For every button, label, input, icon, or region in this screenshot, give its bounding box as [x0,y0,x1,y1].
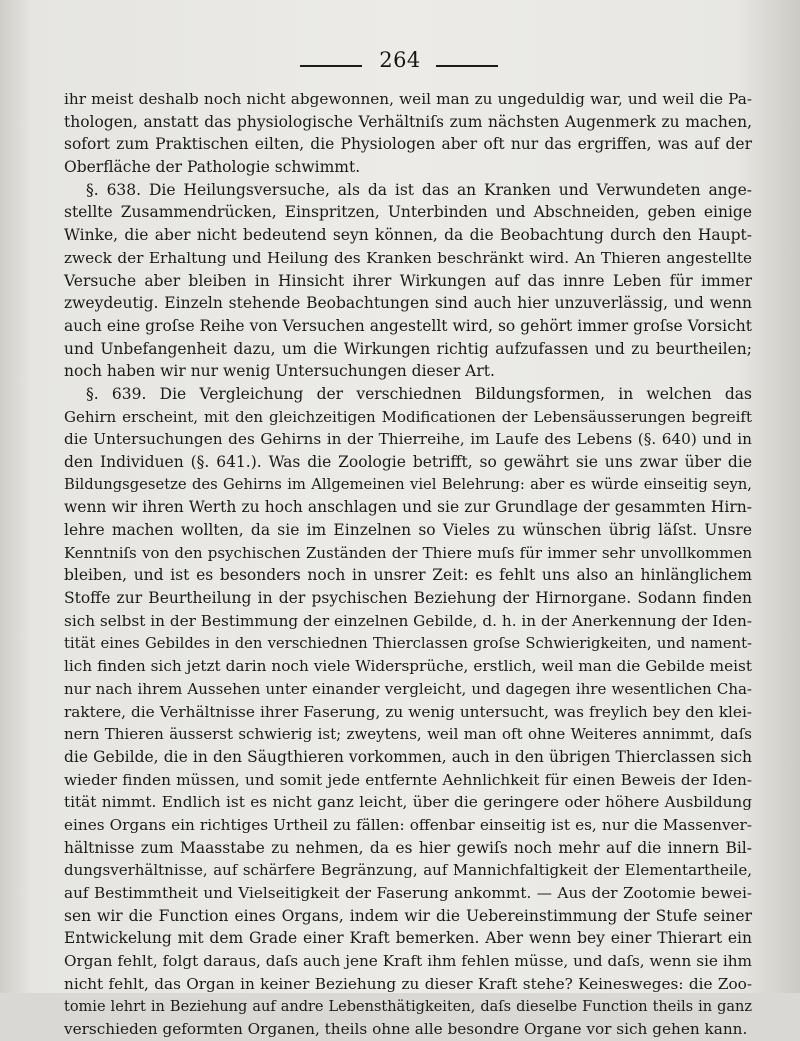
text-line: sofort zum Praktischen eilten, die Physiologen aber oft nur das ergriffen, was auf der [64,135,752,154]
text-line: thologen, anstatt das physiologische Verhältniſs zum nächsten Augenmerk zu machen, [64,112,752,131]
text-line: auch eine groſse Reihe von Versuchen angestellt wird, so gehört immer groſse Vorsicht [64,316,752,335]
text-line: hältnisse zum Maasstabe zu nehmen, da es hier gewiſs noch mehr auf die innern Bil- [64,838,752,857]
text-line: zweydeutig. Einzeln stehende Beobachtungen sind auch hier unzuverlässig, und wenn [64,294,752,313]
text-line: wieder finden müssen, und somit jede entfernte Aehnlichkeit für einen Beweis der Iden- [64,770,752,789]
text-line: lich finden sich jetzt darin noch viele Widersprüche, erstlich, weil man die Gebilde meist [64,657,752,676]
text-line: Stoffe zur Beurtheilung in der psychischen Beziehung der Hirnorgane. Sodann finden [64,589,752,608]
text-line: noch haben wir nur wenig Untersuchungen dieser Art. [64,362,495,381]
text-line: auf Bestimmtheit und Vielseitigkeit der Faserung ankommt. — Aus der Zootomie bewei- [64,884,752,903]
text-line: sich selbst in der Bestimmung der einzelnen Gebilde, d. h. in der Anerkennung der Iden- [64,611,752,630]
header-rule-left [300,65,362,67]
text-line: verschieden geformten Organen, theils ohne alle besondre Organe vor sich gehen kann. [64,1020,748,1039]
text-line: tität nimmt. Endlich ist es nicht ganz leicht, über die geringere oder höhere Ausbildung [64,793,752,812]
text-line: §. 638. Die Heilungsversuche, als da ist das an Kranken und Verwundeten ange- [86,180,752,199]
page-header [0,46,800,76]
text-line: Gehirn erscheint, mit den gleichzeitigen Modificationen der Lebensäusserungen begreift [64,407,752,426]
text-line: tomie lehrt in Beziehung auf andre Lebensthätigkeiten, daſs dieselbe Function theils in ganz [64,998,752,1015]
text-line: nern Thieren äusserst schwierig ist; zweytens, weil man oft ohne Weiteres annimmt, daſs [64,725,752,744]
text-line: nur nach ihrem Aussehen unter einander vergleicht, und dagegen ihre wesentlichen Cha- [64,679,752,698]
text-line: und Unbefangenheit dazu, um die Wirkungen richtig aufzufassen und zu beurtheilen; [64,339,752,358]
text-line: stellte Zusammendrücken, Einspritzen, Unterbinden und Abschneiden, geben einige [64,203,752,222]
text-line: Kenntniſs von den psychischen Zuständen der Thiere muſs für immer sehr unvollkommen [64,543,752,562]
text-line: lehre machen wollten, da sie im Einzelnen so Vieles zu wünschen übrig läſst. Unsre [64,521,752,540]
text-line: Bildungsgesetze des Gehirns im Allgemeinen viel Belehrung: aber es würde einseitig seyn, [64,475,752,493]
text-line: bleiben, und ist es besonders noch in unsrer Zeit: es fehlt uns also an hinlänglichem [64,566,752,585]
text-line: raktere, die Verhältnisse ihrer Faserung, zu wenig untersucht, was freylich bey den klei- [64,702,752,721]
text-line: ihr meist deshalb noch nicht abgewonnen, weil man zu ungeduldig war, und weil die Pa- [64,90,752,108]
text-line: Entwickelung mit dem Grade einer Kraft bemerken. Aber wenn bey einer Thierart ein [64,929,752,948]
text-line: die Untersuchungen des Gehirns in der Thierreihe, im Laufe des Lebens (§. 640) und in [64,430,752,449]
text-line: den Individuen (§. 641.). Was die Zoologie betrifft, so gewährt sie uns zwar über die [64,453,752,471]
header-rule-right [436,65,498,67]
text-line: sen wir die Function eines Organs, indem wir die Uebereinstimmung der Stufe seiner [64,906,752,925]
text-line: nicht fehlt, das Organ in keiner Beziehung zu dieser Kraft stehe? Keinesweges: die Zoo- [64,974,752,993]
text-line: eines Organs ein richtiges Urtheil zu fällen: offenbar einseitig ist es, nur die Massenver- [64,816,752,834]
text-line: Winke, die aber nicht bedeutend seyn können, da die Beobachtung durch den Haupt- [64,226,752,245]
body-text [64,88,752,1041]
text-line: Organ fehlt, folgt daraus, daſs auch jene Kraft ihm fehlen müsse, und daſs, wenn sie ihm [64,952,752,971]
text-line: §. 639. Die Vergleichung der verschiednen Bildungsformen, in welchen das [86,384,752,403]
text-line: die Gebilde, die in den Säugthieren vorkommen, auch in den übrigen Thierclassen sich [64,747,752,766]
text-line: dungsverhältnisse, auf schärfere Begränzung, auf Mannichfaltigkeit der Elementartheile, [64,861,752,880]
text-line: wenn wir ihren Werth zu hoch anschlagen und sie zur Grundlage der gesammten Hirn- [64,498,752,517]
text-line: Oberfläche der Pathologie schwimmt. [64,158,361,177]
text-line: Versuche aber bleiben in Hinsicht ihrer Wirkungen auf das innre Leben für immer [64,271,752,290]
text-line: tität eines Gebildes in den verschiednen Thierclassen groſse Schwierigkeiten, und nament- [64,634,752,652]
text-line: zweck der Erhaltung und Heilung des Kranken beschränkt wird. An Thieren angestellte [64,248,752,267]
page-number: 264 [379,48,421,72]
